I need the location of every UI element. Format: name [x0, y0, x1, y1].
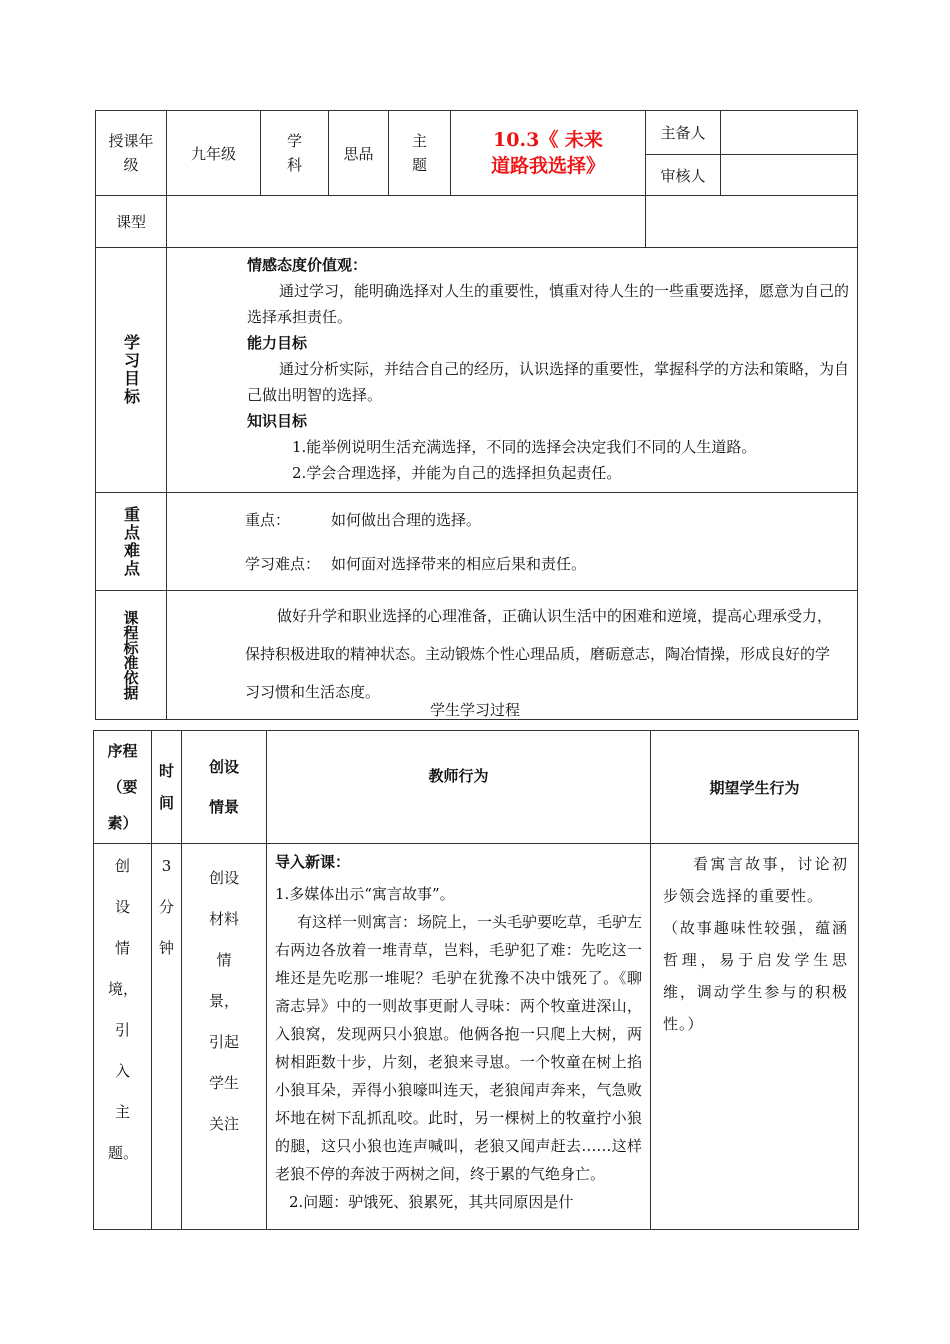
student-text-2: （故事趣味性较强，蕴涵哲理，易于启发学生思维，调动学生参与的积极性。） — [663, 919, 848, 1033]
header-sequence — [94, 731, 152, 844]
header-time-text: 时间 — [159, 762, 175, 812]
teacher-story: 有这样一则寓言：场院上，一头毛驴要吃草，毛驴左右两边各放着一堆青草，岂料，毛驴犯了难：先吃这一堆还是先吃那一堆呢？毛驴在犹豫不决中饿死了。《聊斋志异》中的一则故事更耐人寻味：两个牧童进深山，入狼窝，发现两只小狼崽。他俩各抱一只爬上大树，两树相距数十步，片刻，老狼来寻崽。一个牧童在树上掐小狼耳朵，弄得小狼嚎叫连天，老狼闻声奔来，气急败坏地在树下乱抓乱咬。此时，另一棵树上的牧童拧小狼的腿，这只小狼也连声喊叫，老狼又闻声赶去……这样老狼不停的奔波于两树之间，终于累的气绝身亡。 — [275, 913, 643, 1183]
teacher-item-2: 2.问题：驴饿死、狼累死，其共同原因是什 — [289, 1193, 574, 1211]
row1-scenario-text: 创设材料情景，引起学生关注 — [208, 869, 239, 1133]
subject-label: 学科 — [261, 111, 329, 196]
row1-time — [152, 844, 182, 1230]
topic-label: 主题 — [389, 111, 451, 196]
keypoints-content — [167, 493, 858, 591]
student-text-1: 看寓言故事，讨论初步领会选择的重要性。 — [663, 855, 848, 905]
knowledge-item-2: 2.学会合理选择，并能为自己的选择担负起责任。 — [292, 464, 622, 482]
row1-time-text: 3分钟 — [159, 857, 175, 957]
preparer-value — [721, 111, 858, 155]
header-sequence-text: 序程（要素） — [107, 742, 138, 832]
row1-teacher — [267, 844, 651, 1230]
header-scenario-text: 创设情景 — [208, 758, 239, 816]
header-teacher: 教师行为 — [267, 731, 651, 844]
goals-label: 学习目标 — [121, 334, 141, 406]
emotion-heading: 情感态度价值观： — [247, 256, 368, 274]
lesson-info-table — [95, 110, 858, 720]
reviewer-label: 审核人 — [646, 155, 721, 196]
ability-text: 通过分析实际，并结合自己的经历，认识选择的重要性，掌握科学的方法和策略，为自己做出明智的选择。 — [247, 360, 850, 404]
grade-value: 九年级 — [167, 111, 261, 196]
row1-student — [651, 844, 859, 1230]
row1-sequence — [94, 844, 152, 1230]
reviewer-value — [721, 155, 858, 196]
grade-label: 授课年级 — [96, 111, 167, 196]
lesson-type-extra — [646, 196, 858, 248]
hard-point-label: 学习难点： — [245, 554, 321, 573]
goals-content — [167, 248, 858, 493]
key-point-row — [245, 498, 857, 542]
header-scenario — [182, 731, 267, 844]
process-table — [93, 730, 859, 1230]
hard-point-text: 如何面对选择带来的相应后果和责任。 — [331, 554, 587, 573]
key-point-label: 重点： — [245, 510, 291, 529]
subject-value: 思品 — [329, 111, 389, 196]
lesson-type-value — [167, 196, 646, 248]
ability-heading: 能力目标 — [247, 334, 308, 352]
hard-point-row — [245, 542, 857, 586]
row1-scenario — [182, 844, 267, 1230]
teacher-heading: 导入新课： — [275, 853, 351, 871]
key-point-text: 如何做出合理的选择。 — [331, 510, 482, 529]
standard-label: 课程标准依据 — [121, 610, 140, 700]
emotion-text: 通过学习，能明确选择对人生的重要性，慎重对待人生的一些重要选择，愿意为自己的选择承担责任。 — [247, 282, 850, 326]
knowledge-heading: 知识目标 — [247, 412, 308, 430]
knowledge-item-1: 1.能举例说明生活充满选择，不同的选择会决定我们不同的人生道路。 — [292, 438, 757, 456]
header-time — [152, 731, 182, 844]
lesson-type-label: 课型 — [96, 196, 167, 248]
goals-label-cell — [96, 248, 167, 493]
teacher-item-1: 1.多媒体出示“寓言故事”。 — [275, 885, 455, 903]
row1-sequence-text: 创设情境，引入主题。 — [108, 857, 139, 1162]
topic-title: 10.3《 未来道路我选择》 — [451, 111, 646, 196]
preparer-label: 主备人 — [646, 111, 721, 155]
header-student: 期望学生行为 — [651, 731, 859, 844]
process-caption: 学生学习过程 — [429, 701, 520, 719]
keypoints-label: 重点难点 — [121, 505, 141, 578]
standard-text: 做好升学和职业选择的心理准备，正确认识生活中的困难和逆境，提高心理承受力，保持积极进取的精神状态。主动锻炼个性心理品质，磨砺意志，陶冶情操，形成良好的学习习惯和生活态度。 — [245, 607, 833, 701]
keypoints-label-cell — [96, 493, 167, 591]
